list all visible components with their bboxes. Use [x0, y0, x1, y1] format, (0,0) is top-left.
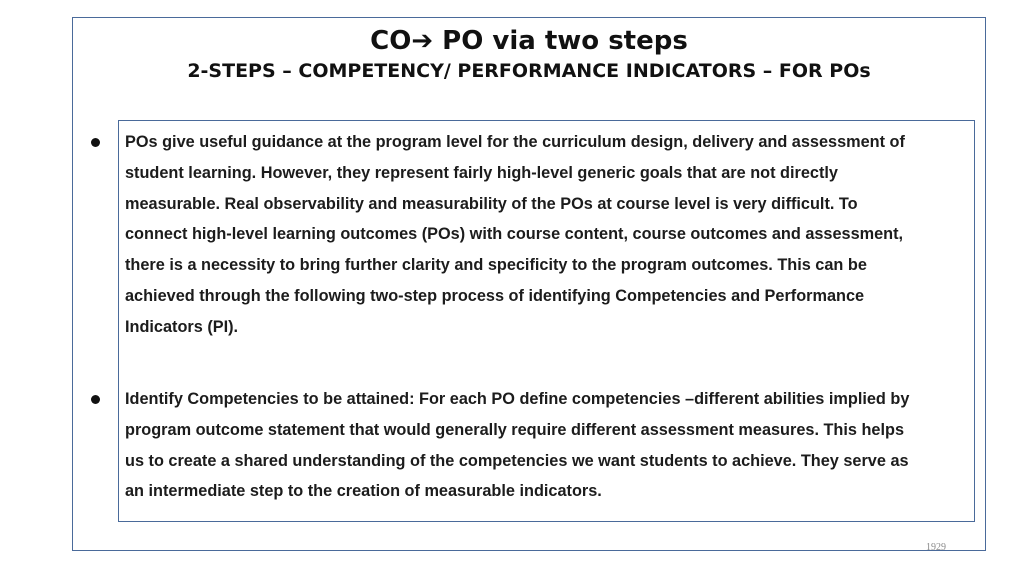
bullet-icon: [91, 395, 100, 404]
right-arrow-icon: ➔: [411, 26, 434, 56]
title-prefix: CO: [370, 26, 412, 56]
slide-title: [72, 24, 986, 58]
bullet-text-1: POs give useful guidance at the program level for the curriculum design, delivery and assessment of student learning. However, they represent fairly high-level generic goals that are not directly measurable. Real observability and measurability of the POs at course level is very difficult. To connect high-level learning outcomes (POs) with course content, course outcomes and assessment, there is a necessity to bring further clarity and specificity to the program outcomes. This can be achieved through the following two-step process of identifying Competencies and Performance Indicators (PI).: [125, 133, 905, 336]
title-rest: PO via two steps: [433, 26, 688, 56]
slide-subtitle: 2-STEPS – COMPETENCY/ PERFORMANCE INDICATORS – FOR POs: [187, 60, 871, 82]
bullet-icon: [91, 138, 100, 147]
page-number: 1929: [926, 542, 946, 553]
bullet-text-2: Identify Competencies to be attained: For each PO define competencies –different abilities implied by program outcome statement that would generally require different assessment measures. This helps us to create a shared understanding of the competencies we want students to achieve. They serve as an intermediate step to the creation of measurable indicators.: [125, 390, 910, 501]
